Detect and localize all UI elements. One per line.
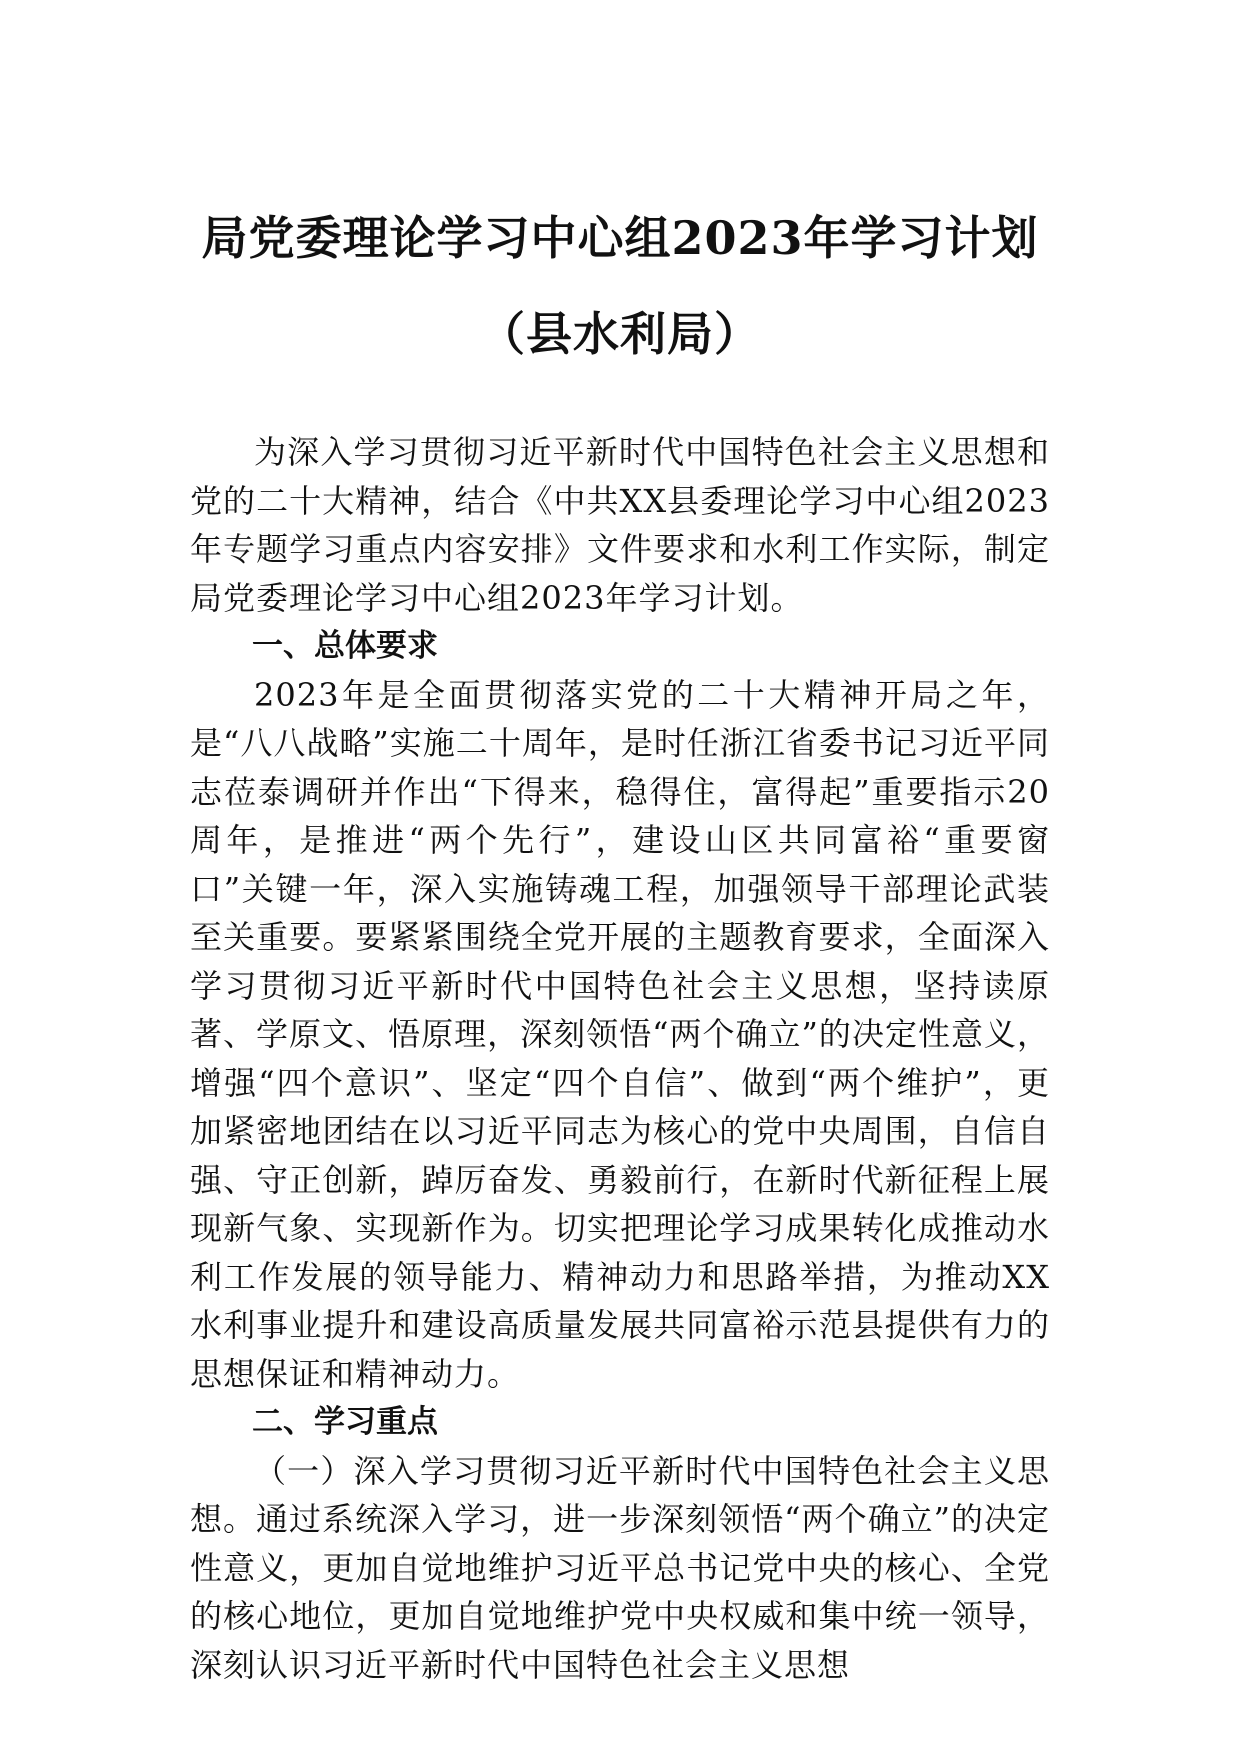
section-heading-study-focus: 二、学习重点	[252, 1404, 438, 1440]
document-title: 局党委理论学习中心组2023年学习计划	[201, 211, 1039, 265]
document-body	[190, 428, 1050, 1689]
section-heading-general-requirements: 一、总体要求	[252, 628, 438, 664]
section-paragraph-general-requirements: 2023年是全面贯彻落实党的二十大精神开局之年，是“八八战略”实施二十周年，是时任浙江省委书记习近平同志莅泰调研并作出“下得来，稳得住，富得起”重要指示20周年，是推进“两个先行”，建设山区共同富裕“重要窗口”关键一年，深入实施铸魂工程，加强领导干部理论武装至关重要。要紧紧围绕全党开展的主题教育要求，全面深入学习贯彻习近平新时代中国特色社会主义思想，坚持读原著、学原文、悟原理，深刻领悟“两个确立”的决定性意义，增强“四个意识”、坚定“四个自信”、做到“两个维护”，更加紧密地团结在以习近平同志为核心的党中央周围，自信自强、守正创新，踔厉奋发、勇毅前行，在新时代新征程上展现新气象、实现新作为。切实把理论学习成果转化成推动水利工作发展的领导能力、精神动力和思路举措，为推动XX水利事业提升和建设高质量发展共同富裕示范县提供有力的思想保证和精神动力。	[190, 675, 1050, 1393]
intro-paragraph: 为深入学习贯彻习近平新时代中国特色社会主义思想和党的二十大精神，结合《中共XX县委理论学习中心组2023年专题学习重点内容安排》文件要求和水利工作实际，制定局党委理论学习中心组2023年学习计划。	[190, 433, 1050, 617]
section-paragraph-study-focus: （一）深入学习贯彻习近平新时代中国特色社会主义思想。通过系统深入学习，进一步深刻领悟“两个确立”的决定性意义，更加自觉地维护习近平总书记党中央的核心、全党的核心地位，更加自觉地维护党中央权威和集中统一领导，深刻认识习近平新时代中国特色社会主义思想	[190, 1451, 1050, 1684]
document-subtitle: （县水利局）	[479, 307, 761, 361]
